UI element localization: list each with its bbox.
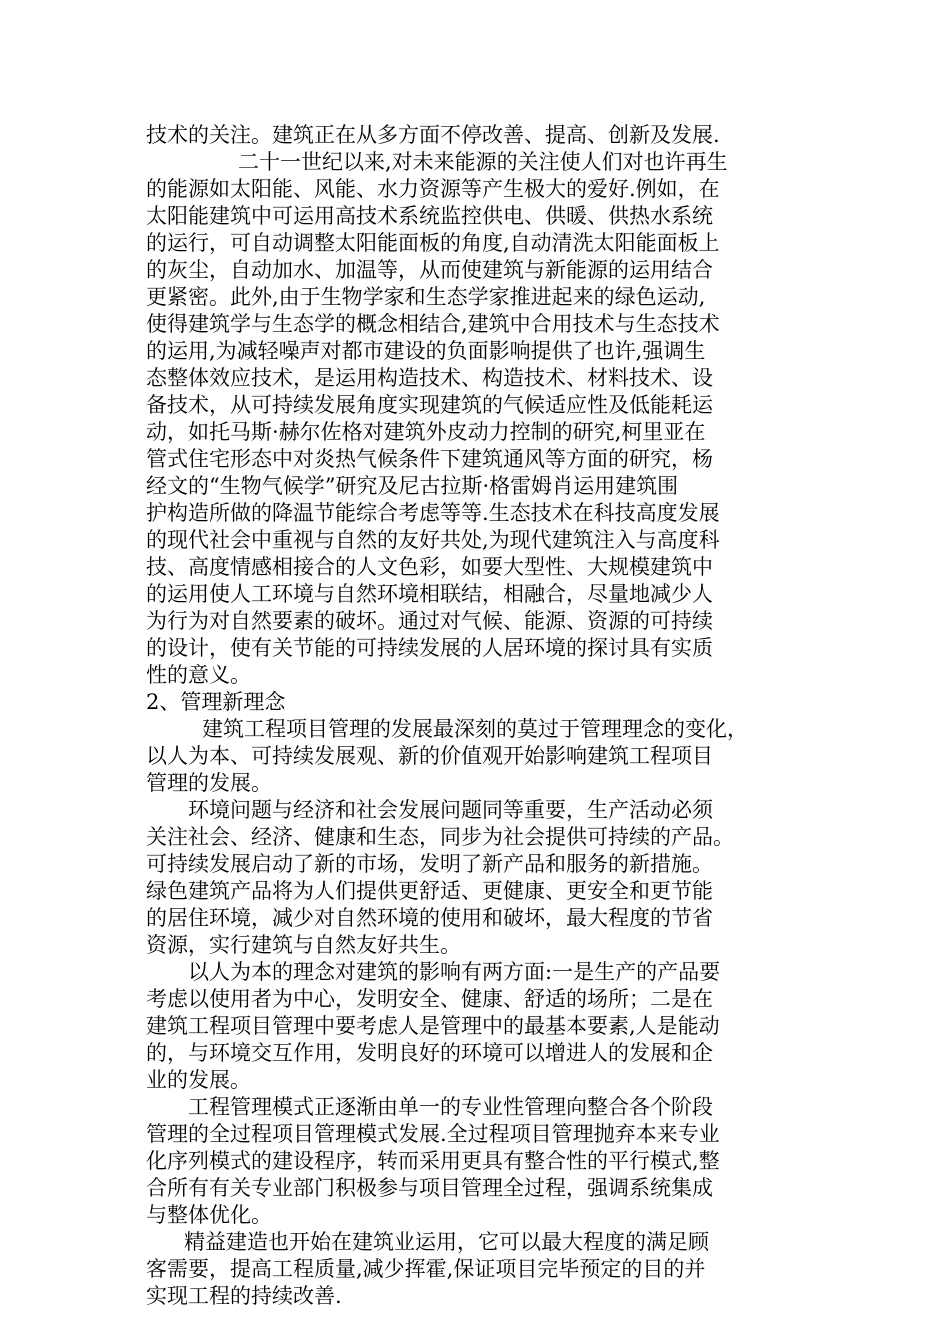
text-line: 管理的发展。 — [146, 771, 272, 795]
text-line: 经文的“生物气候学”研究及尼古拉斯·格雷姆肖运用建筑围 — [146, 474, 679, 498]
text-line: 精益建造也开始在建筑业运用，它可以最大程度的满足顾 — [184, 1230, 709, 1254]
text-line: 为行为对自然要素的破坏。通过对气候、能源、资源的可持续 — [146, 609, 713, 633]
text-line: 的现代社会中重视与自然的友好共处,为现代建筑注入与高度科 — [146, 528, 720, 552]
text-line: 工程管理模式正逐渐由单一的专业性管理向整合各个阶段 — [188, 1095, 713, 1119]
text-line: 建筑工程项目管理中要考虑人是管理中的最基本要素,人是能动 — [146, 1014, 720, 1038]
text-line: 的运用使人工环境与自然环境相联结，相融合，尽量地减少人 — [146, 582, 713, 606]
text-line: 使得建筑学与生态学的概念相结合,建筑中合用技术与生态技术 — [146, 312, 720, 336]
text-line: 合所有有关专业部门积极参与项目管理全过程，强调系统集成 — [146, 1176, 713, 1200]
text-line: 的运用,为减轻噪声对都市建设的负面影响提供了也许,强调生 — [146, 339, 706, 363]
text-line: 可持续发展启动了新的市场，发明了新产品和服务的新措施。 — [146, 852, 713, 876]
text-line: 动，如托马斯·赫尔佐格对建筑外皮动力控制的研究,柯里亚在 — [146, 420, 706, 444]
text-line: 管理的全过程项目管理模式发展.全过程项目管理抛弃本来专业 — [146, 1122, 720, 1146]
text-line: 备技术，从可持续发展角度实现建筑的气候适应性及低能耗运 — [146, 393, 713, 417]
text-line: 绿色建筑产品将为人们提供更舒适、更健康、更安全和更节能 — [146, 879, 713, 903]
text-line: 建筑工程项目管理的发展最深刻的莫过于管理理念的变化， — [202, 717, 748, 741]
text-line: 以人为本、可持续发展观、新的价值观开始影响建筑工程项目 — [146, 744, 713, 768]
text-line: 护构造所做的降温节能综合考虑等等.生态技术在科技高度发展 — [146, 501, 720, 525]
text-line: 性的意义。 — [146, 663, 251, 687]
text-line: 的设计，使有关节能的可持续发展的人居环境的探讨具有实质 — [146, 636, 713, 660]
text-line: 的灰尘，自动加水、加温等，从而使建筑与新能源的运用结合 — [146, 258, 713, 282]
text-line: 资源，实行建筑与自然友好共生。 — [146, 933, 461, 957]
text-line: 管式住宅形态中对炎热气候条件下建筑通风等方面的研究，杨 — [146, 447, 713, 471]
text-line: 的居住环境，减少对自然环境的使用和破坏，最大程度的节省 — [146, 906, 713, 930]
text-line: 二十一世纪以来,对未来能源的关注使人们对也许再生 — [238, 150, 728, 174]
text-line: 考虑以使用者为中心，发明安全、健康、舒适的场所；二是在 — [146, 987, 713, 1011]
text-line: 客需要，提高工程质量,减少挥霍,保证项目完毕预定的目的并 — [146, 1257, 706, 1281]
text-line: 技、高度情感相接合的人文色彩，如要大型性、大规模建筑中 — [146, 555, 713, 579]
text-line: 的运行，可自动调整太阳能面板的角度,自动清洗太阳能面板上 — [146, 231, 720, 255]
text-line: 态整体效应技术，是运用构造技术、构造技术、材料技术、设 — [146, 366, 713, 390]
text-line: 技术的关注。建筑正在从多方面不停改善、提高、创新及发展. — [146, 123, 720, 147]
text-line: 的，与环境交互作用，发明良好的环境可以增进人的发展和企 — [146, 1041, 713, 1065]
text-line: 化序列模式的建设程序，转而采用更具有整合性的平行模式,整 — [146, 1149, 720, 1173]
text-line: 业的发展。 — [146, 1068, 251, 1092]
text-line: 的能源如太阳能、风能、水力资源等产生极大的爱好.例如，在 — [146, 177, 720, 201]
text-line: 关注社会、经济、健康和生态，同步为社会提供可持续的产品。 — [146, 825, 734, 849]
text-line: 环境问题与经济和社会发展问题同等重要，生产活动必须 — [188, 798, 713, 822]
text-line: 以人为本的理念对建筑的影响有两方面:一是生产的产品要 — [188, 960, 721, 984]
text-line: 太阳能建筑中可运用高技术系统监控供电、供暖、供热水系统 — [146, 204, 713, 228]
text-line: 与整体优化。 — [146, 1203, 272, 1227]
document-body — [146, 122, 810, 1310]
section-heading: 2、管理新理念 — [146, 690, 286, 714]
text-line: 实现工程的持续改善. — [146, 1284, 342, 1308]
text-line: 更紧密。此外,由于生物学家和生态学家推进起来的绿色运动, — [146, 285, 706, 309]
